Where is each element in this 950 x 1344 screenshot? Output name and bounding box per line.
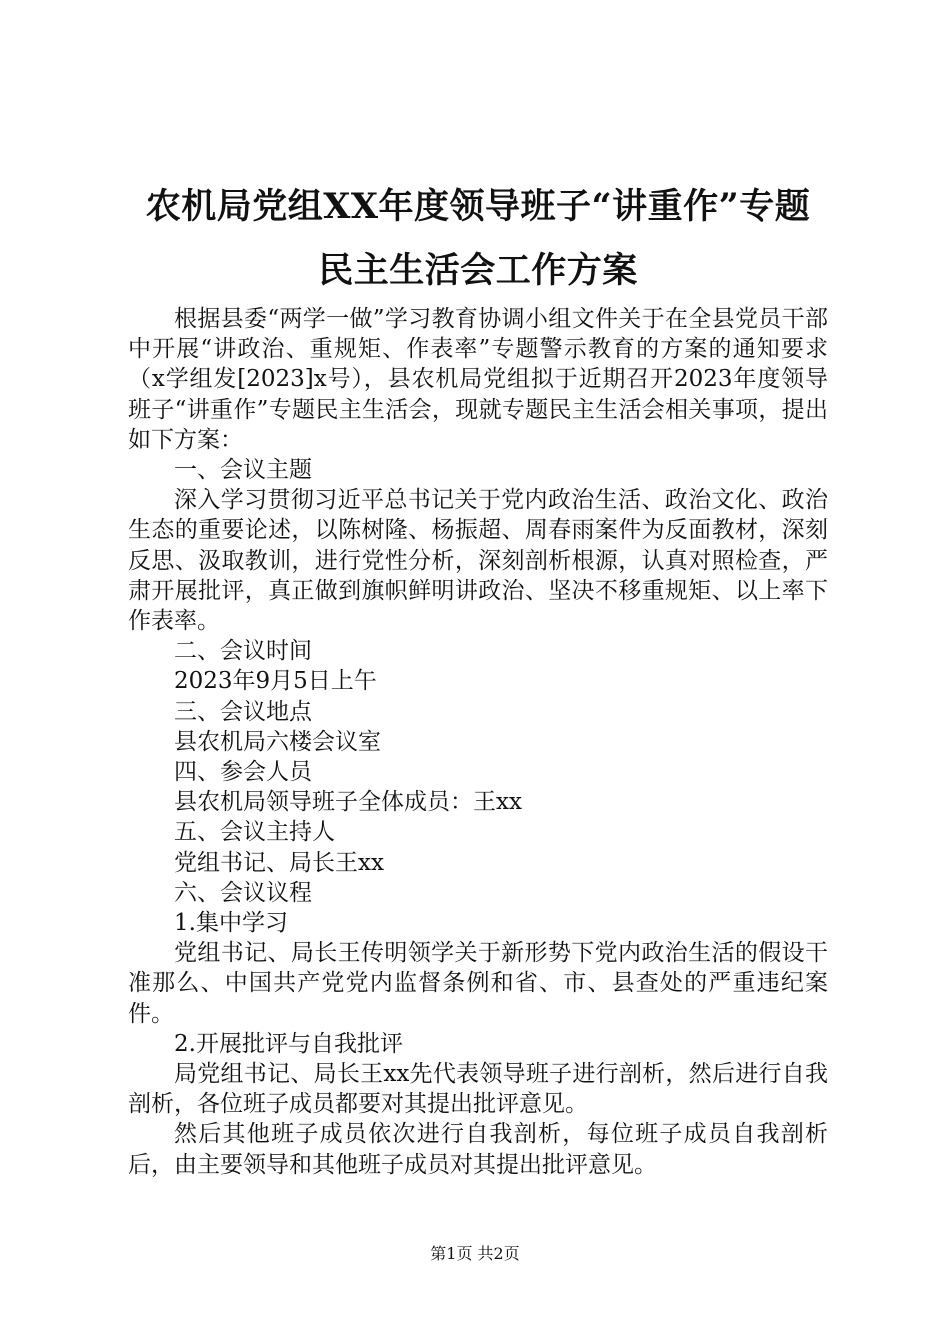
document-title bbox=[128, 175, 828, 303]
agenda-item-1-paragraph: 党组书记、局长王传明领学关于新形势下党内政治生活的假设干准那么、中国共产党党内监督条例和省、市、县查处的严重违纪案件。 bbox=[128, 940, 828, 1027]
agenda-item-2-paragraph-2: 然后其他班子成员依次进行自我剖析，每位班子成员自我剖析后，由主要领导和其他班子成员对其提出批评意见。 bbox=[128, 1121, 828, 1178]
agenda-item-2-paragraph-1: 局党组书记、局长王xx先代表领导班子进行剖析，然后进行自我剖析，各位班子成员都要对其提出批评意见。 bbox=[128, 1061, 828, 1118]
meeting-host: 党组书记、局长王xx bbox=[174, 849, 384, 876]
intro-paragraph: 根据县委“两学一做”学习教育协调小组文件关于在全县党员干部中开展“讲政治、重规矩、作表率”专题警示教育的方案的通知要求（x学组发[2023]x号），县农机局党组拟于近期召开2023年度领导班子“讲重作”专题民主生活会，现就专题民主生活会相关事项，提出如下方案： bbox=[128, 306, 828, 453]
document-page bbox=[128, 175, 828, 1180]
page-footer: 第1页 共2页 bbox=[430, 1244, 520, 1263]
document-body bbox=[128, 304, 828, 1180]
meeting-location: 县农机局六楼会议室 bbox=[174, 728, 381, 755]
section-heading-time: 二、会议时间 bbox=[174, 638, 312, 665]
section-heading-host: 五、会议主持人 bbox=[174, 819, 335, 846]
theme-paragraph: 深入学习贯彻习近平总书记关于党内政治生活、政治文化、政治生态的重要论述，以陈树隆、杨振超、周春雨案件为反面教材，深刻反思、汲取教训，进行党性分析，深刻剖析根源，认真对照检查，严肃开展批评，真正做到旗帜鲜明讲政治、坚决不移重规矩、以上率下作表率。 bbox=[128, 487, 828, 635]
meeting-time: 2023年9月5日上午 bbox=[174, 668, 377, 695]
section-heading-attendees: 四、参会人员 bbox=[174, 759, 312, 786]
section-heading-theme: 一、会议主题 bbox=[174, 457, 312, 484]
title-line-1: 农机局党组XX年度领导班子“讲重作”专题 bbox=[145, 186, 811, 227]
section-heading-agenda: 六、会议议程 bbox=[174, 879, 312, 906]
agenda-item-2-heading: 2.开展批评与自我批评 bbox=[174, 1030, 403, 1057]
agenda-item-1-heading: 1.集中学习 bbox=[174, 910, 288, 937]
title-line-2: 民主生活会工作方案 bbox=[318, 250, 638, 291]
section-heading-location: 三、会议地点 bbox=[174, 698, 312, 725]
meeting-attendees: 县农机局领导班子全体成员：王xx bbox=[174, 789, 522, 816]
